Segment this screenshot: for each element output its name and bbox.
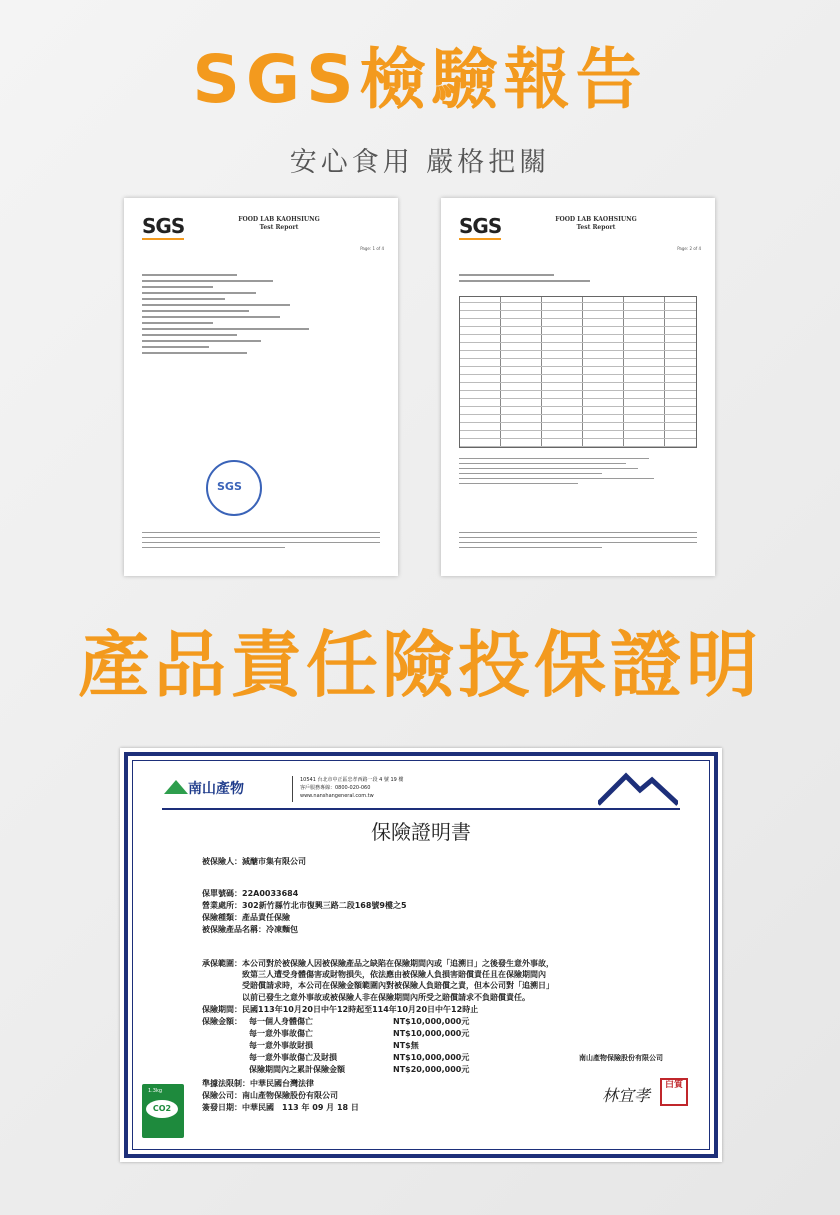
insurer-signature-name: 南山產物保險股份有限公司 <box>579 1054 663 1062</box>
sgs-logo: SGS <box>459 214 502 238</box>
insurance-certificate <box>120 748 722 1162</box>
mountain-peak-icon <box>598 770 678 806</box>
header-rule <box>162 808 680 810</box>
coverage-scope: 承保範圍：本公司對於被保險人因被保險產品之缺陷在保險期間內或「追溯日」之後發生意外事故， 致第三人遭受身體傷害或財物損失，依法應由被保險人負損害賠償責任且在保險期間內 受賠償請求時，本公司在保險金額範圍內對被保險人負賠償之責，但本公司對「追溯日」 以前已發生之意外事故或被保險人非在保險期間內所受之賠償請求不負賠償責任。 <box>202 959 554 1002</box>
certificate-title: 保險證明書 <box>371 820 471 844</box>
lab-name: FOOD LAB KAOHSIUNG Test Report <box>555 216 637 231</box>
insurer-brand: 南山產物 <box>188 781 244 797</box>
insured-amount-label: 保險金額： <box>202 1017 242 1026</box>
amount-item: 每一意外事故傷亡及財損 <box>249 1053 337 1062</box>
insurer-company: 保險公司：南山產物保險股份有限公司 <box>202 1091 338 1100</box>
amount-item: 每一意外事故財損 <box>249 1041 313 1050</box>
insurance-type: 保險種類：產品責任保險 <box>202 913 290 922</box>
report-footer-lines <box>142 528 380 552</box>
sgs-seal-icon: SGS <box>206 460 262 516</box>
lab-name: FOOD LAB KAOHSIUNG Test Report <box>238 216 320 231</box>
report-footer-lines <box>459 528 697 552</box>
amount-value: NT$無 <box>393 1041 419 1050</box>
page-number: Page: 2 of 4 <box>677 246 701 251</box>
insurer-address: 10541 台北市中正區忠孝西路一段 4 號 19 樓 客戶服務專線：0800-020-060 www.nanshangeneral.com.tw <box>300 777 404 799</box>
amount-item: 每一個人身體傷亡 <box>249 1017 313 1026</box>
issue-date: 簽發日期：中華民國 113 年 09 月 18 日 <box>202 1103 359 1112</box>
amount-item: 保險期間內之累計保險金額 <box>249 1065 345 1074</box>
insurance-period: 保險期間：民國113年10月20日中午12時起至114年10月20日中午12時止 <box>202 1005 479 1014</box>
policy-number: 保單號碼：22A0033684 <box>202 889 299 898</box>
report-text-lines <box>459 270 697 286</box>
handwritten-signature: 林宜孝 <box>602 1086 651 1105</box>
governing-law: 準據法限制：中華民國台灣法律 <box>202 1079 314 1088</box>
test-report-page-2 <box>441 198 715 576</box>
page-number: Page: 1 of 4 <box>360 246 384 251</box>
amount-value: NT$20,000,000元 <box>393 1065 470 1074</box>
insured-party: 被保險人：減醣市集有限公司 <box>202 857 306 866</box>
nanshan-mountain-icon <box>164 780 188 794</box>
sgs-logo: SGS <box>142 214 185 238</box>
amount-value: NT$10,000,000元 <box>393 1029 470 1038</box>
results-table <box>459 296 697 448</box>
liability-insurance-title: 產品責任險投保證明 <box>77 623 762 707</box>
business-address: 營業處所：302新竹縣竹北市復興三路二段168號9樓之5 <box>202 901 407 910</box>
report-text-lines <box>142 270 380 358</box>
insured-product: 被保險產品名稱：冷凍麵包 <box>202 925 298 934</box>
amount-value: NT$10,000,000元 <box>393 1017 470 1026</box>
amount-value: NT$10,000,000元 <box>393 1053 470 1062</box>
amount-item: 每一意外事故傷亡 <box>249 1029 313 1038</box>
sgs-report-subtitle: 安心食用 嚴格把關 <box>289 147 551 178</box>
report-notes-lines <box>459 454 697 488</box>
carbon-footprint-label-icon: 1.3kg CO2 <box>142 1084 184 1138</box>
brand-divider <box>292 776 293 802</box>
sgs-report-title: SGS檢驗報告 <box>192 41 648 118</box>
test-report-page-1 <box>124 198 398 576</box>
company-seal-stamp: 白質 <box>660 1078 688 1106</box>
